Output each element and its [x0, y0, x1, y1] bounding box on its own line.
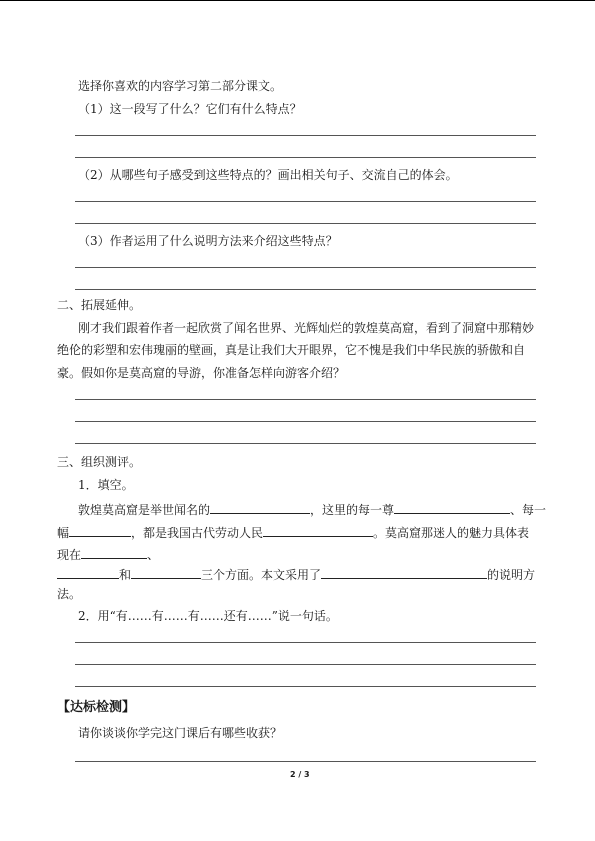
- check-question: 请你谈谈你学完这门课后有哪些收获？: [78, 726, 283, 740]
- fill-blank-line-2: [57, 524, 529, 540]
- answer-line[interactable]: [75, 267, 536, 268]
- fill-text: 敦煌莫高窟是举世闻名的: [78, 503, 211, 517]
- answer-line[interactable]: [75, 761, 536, 762]
- section-2-title: 二、拓展延伸。: [57, 298, 142, 312]
- part2-intro: 选择你喜欢的内容学习第二部分课文。: [78, 79, 283, 93]
- blank-field[interactable]: [263, 524, 373, 537]
- sentence-task: 2．用“有……有……有……还有……”说一句话。: [78, 609, 338, 623]
- fill-text: 现在: [57, 548, 82, 562]
- blank-field[interactable]: [57, 566, 119, 579]
- answer-line[interactable]: [75, 421, 536, 422]
- fill-text: 三个方面。本文采用了: [201, 568, 322, 582]
- question-2: （2）从哪些句子感受到这些特点的？画出相关句子、交流自己的体会。: [78, 168, 458, 182]
- question-1: （1）这一段写了什么？它们有什么特点？: [78, 102, 302, 116]
- fill-text: ，这里的每一尊: [310, 503, 395, 517]
- answer-line[interactable]: [75, 201, 536, 202]
- fill-blank-line-3: [57, 546, 159, 562]
- blank-field[interactable]: [81, 546, 147, 559]
- section-2-paragraph-line: 绝伦的彩塑和宏伟瑰丽的壁画，真是让我们大开眼界，它不愧是我们中华民族的骄傲和自: [57, 343, 526, 357]
- answer-line[interactable]: [75, 664, 536, 665]
- fill-text: ，都是我国古代劳动人民: [131, 526, 264, 540]
- page-number: 2 / 3: [290, 770, 310, 779]
- section-2-paragraph-line: 豪。假如你是莫高窟的导游，你准备怎样向游客介绍？: [57, 366, 346, 380]
- fill-text: 、: [147, 548, 160, 562]
- section-3-title: 三、组织测评。: [57, 455, 142, 469]
- check-section-title: 【达标检测】: [57, 700, 136, 715]
- answer-line[interactable]: [75, 686, 536, 687]
- blank-field[interactable]: [131, 566, 201, 579]
- fill-blank-line-4: [57, 566, 535, 582]
- blank-field[interactable]: [69, 524, 131, 537]
- fill-text: 的说明方: [487, 568, 536, 582]
- answer-line[interactable]: [75, 157, 536, 158]
- fill-blank-line-1: [78, 501, 546, 517]
- answer-line[interactable]: [75, 399, 536, 400]
- fill-blank-line-5: 法。: [57, 587, 82, 601]
- fill-text: 。莫高窟那迷人的魅力具体表: [373, 526, 530, 540]
- blank-field[interactable]: [394, 501, 510, 514]
- fill-blank-title: 1．填空。: [78, 478, 134, 492]
- answer-line[interactable]: [75, 223, 536, 224]
- section-2-paragraph-line: 刚才我们跟着作者一起欣赏了闻名世界、光辉灿烂的敦煌莫高窟，看到了洞窟中那精妙: [78, 321, 535, 335]
- answer-line[interactable]: [75, 443, 536, 444]
- answer-line[interactable]: [75, 289, 536, 290]
- blank-field[interactable]: [321, 566, 487, 579]
- page-top-border: [0, 0, 595, 1]
- answer-line[interactable]: [75, 135, 536, 136]
- fill-text: 幅: [57, 526, 70, 540]
- fill-text: 、每一: [510, 503, 547, 517]
- fill-text: 和: [119, 568, 132, 582]
- answer-line[interactable]: [75, 642, 536, 643]
- blank-field[interactable]: [210, 501, 310, 514]
- question-3: （3）作者运用了什么说明方法来介绍这些特点？: [78, 234, 338, 248]
